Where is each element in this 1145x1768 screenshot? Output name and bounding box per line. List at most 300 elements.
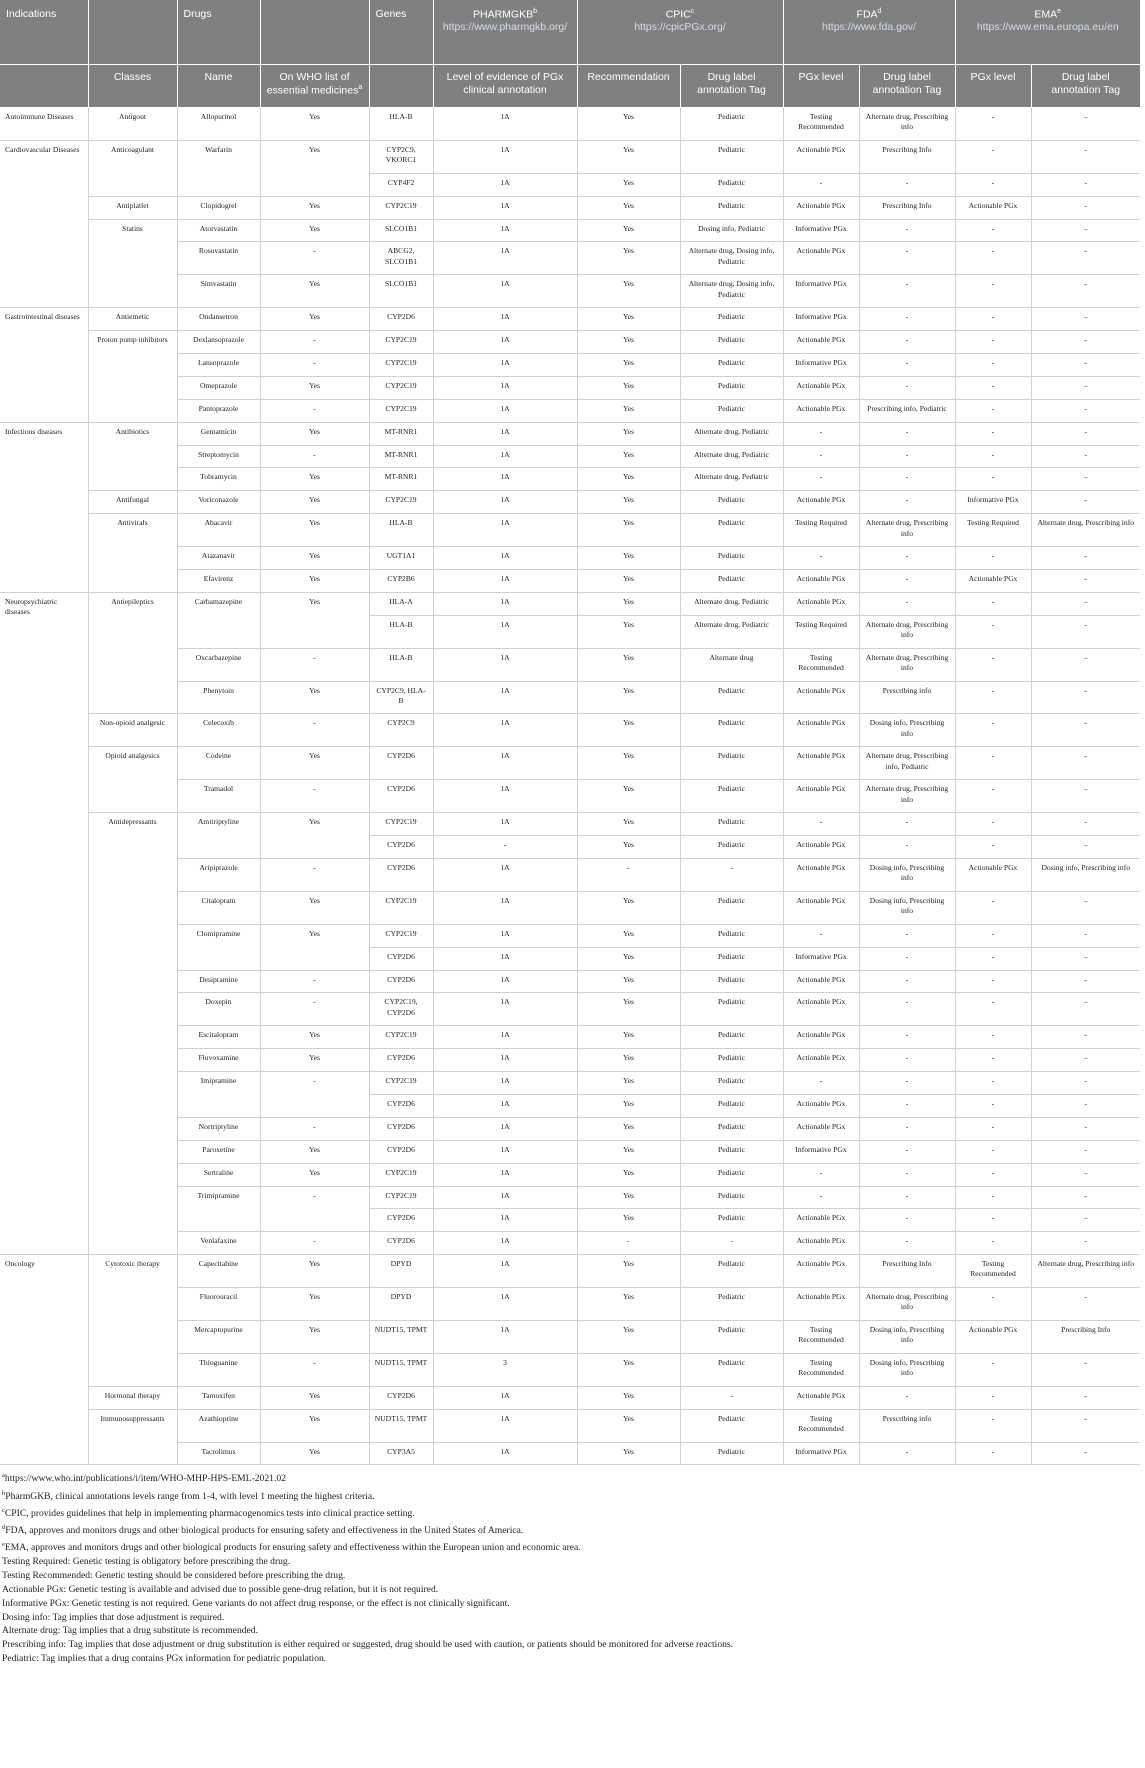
ema-level-cell: - <box>955 1442 1031 1465</box>
gene-cell: CYP2B6 <box>369 570 433 593</box>
cpic-tag-cell: Pediatric <box>680 173 783 196</box>
footnotes <box>0 1465 1145 1666</box>
ema-level-cell: - <box>955 1094 1031 1117</box>
gene-cell: CYP2D6 <box>369 1209 433 1232</box>
indication-cell: Gastrointestinal diseases <box>0 308 88 422</box>
table-row <box>0 514 1140 547</box>
ema-tag-cell: - <box>1031 1094 1140 1117</box>
ema-tag-cell: - <box>1031 681 1140 714</box>
recommendation-cell: - <box>577 858 680 891</box>
footnote-line <box>2 1583 1145 1597</box>
recommendation-cell: Yes <box>577 1049 680 1072</box>
recommendation-cell: Yes <box>577 747 680 780</box>
drug-name-cell: Oxcarbazepine <box>177 648 260 681</box>
ema-level-cell: - <box>955 547 1031 570</box>
ema-level-cell: - <box>955 140 1031 173</box>
fda-tag-cell: - <box>859 275 955 308</box>
recommendation-cell: Yes <box>577 1140 680 1163</box>
cpic-tag-cell: Pediatric <box>680 1186 783 1209</box>
indication-cell: Infectious diseases <box>0 422 88 592</box>
cpic-tag-cell: Pediatric <box>680 1320 783 1353</box>
gene-cell: CYP2D6 <box>369 780 433 813</box>
class-cell: Antibiotics <box>88 422 177 491</box>
header-fda <box>783 0 955 65</box>
footnote-line <box>2 1597 1145 1611</box>
who-cell: - <box>260 993 369 1026</box>
ema-level-cell: - <box>955 1163 1031 1186</box>
fda-level-cell: - <box>783 422 859 445</box>
drug-name-cell: Dexlansoprazole <box>177 331 260 354</box>
who-cell: - <box>260 1186 369 1232</box>
level-cell: 1A <box>433 1232 577 1255</box>
cpic-tag-cell: Pediatric <box>680 399 783 422</box>
ema-tag-cell: - <box>1031 747 1140 780</box>
cpic-link[interactable]: https://cpicPGx.org/ <box>634 21 726 34</box>
gene-cell: DPYD <box>369 1255 433 1288</box>
who-cell: - <box>260 242 369 275</box>
level-cell: 1A <box>433 173 577 196</box>
ema-tag-cell: - <box>1031 331 1140 354</box>
who-cell: Yes <box>260 275 369 308</box>
ema-level-cell: - <box>955 275 1031 308</box>
fda-tag-cell: Prescribing Info <box>859 1255 955 1288</box>
fda-level-cell: Actionable PGx <box>783 1232 859 1255</box>
ema-tag-cell: - <box>1031 970 1140 993</box>
drug-name-cell: Allopurinol <box>177 108 260 141</box>
level-cell: 1A <box>433 1320 577 1353</box>
ema-level-cell: Actionable PGx <box>955 858 1031 891</box>
recommendation-cell: Yes <box>577 924 680 947</box>
class-cell: Antidepressants <box>88 813 177 1255</box>
ema-level-cell: Testing Required <box>955 514 1031 547</box>
header-drugs: Drugs <box>177 0 260 65</box>
fda-tag-cell: Prescribing info <box>859 1409 955 1442</box>
fda-level-cell: Actionable PGx <box>783 140 859 173</box>
cpic-tag-cell: Pediatric <box>680 1163 783 1186</box>
drug-name-cell: Rosuvastatin <box>177 242 260 275</box>
recommendation-cell: Yes <box>577 993 680 1026</box>
recommendation-cell: Yes <box>577 714 680 747</box>
ema-level-cell: - <box>955 399 1031 422</box>
drug-name-cell: Fluvoxamine <box>177 1049 260 1072</box>
recommendation-cell: Yes <box>577 648 680 681</box>
fda-level-cell: - <box>783 445 859 468</box>
cpic-tag-cell: Pediatric <box>680 140 783 173</box>
ema-tag-cell: - <box>1031 1140 1140 1163</box>
gene-cell: CYP2C19 <box>369 376 433 399</box>
recommendation-cell: Yes <box>577 947 680 970</box>
ema-tag-cell: - <box>1031 1232 1140 1255</box>
footnote-text: Testing Recommended: Genetic testing should be considered before prescribing the drug. <box>2 1569 346 1581</box>
fda-tag-cell: Dosing info, Prescribing info <box>859 1353 955 1386</box>
fda-level-cell: Actionable PGx <box>783 1386 859 1409</box>
pharmgkb-link[interactable]: https://www.pharmgkb.org/ <box>442 21 568 34</box>
footnote-text[interactable]: https://www.who.int/publications/i/item/WHO-MHP-HPS-EML-2021.02 <box>4 1473 286 1485</box>
fda-tag-cell: - <box>859 1186 955 1209</box>
ema-level-cell: - <box>955 648 1031 681</box>
footnote-text: Alternate drug: Tag implies that a drug substitute is recommended. <box>2 1625 258 1637</box>
fda-tag-cell: - <box>859 468 955 491</box>
drug-name-cell: Warfarin <box>177 140 260 196</box>
fda-label: FDA <box>856 8 878 21</box>
ema-level-cell: - <box>955 592 1031 615</box>
fda-tag-cell: - <box>859 947 955 970</box>
drug-name-cell: Gentamicin <box>177 422 260 445</box>
cpic-tag-cell: Pediatric <box>680 308 783 331</box>
cpic-tag-cell: Pediatric <box>680 1288 783 1321</box>
fda-tag-cell: - <box>859 592 955 615</box>
fda-level-cell: Actionable PGx <box>783 747 859 780</box>
cpic-tag-cell: Pediatric <box>680 891 783 924</box>
cpic-tag-cell: Alternate drug, Pediatric <box>680 445 783 468</box>
level-cell: 1A <box>433 947 577 970</box>
level-cell: 1A <box>433 592 577 615</box>
footnote-text: Actionable PGx: Genetic testing is available and advised due to possible gene-drug relation, but it is not required. <box>2 1583 439 1595</box>
level-cell: 1A <box>433 1386 577 1409</box>
ema-level-cell: - <box>955 993 1031 1026</box>
fda-level-cell: Actionable PGx <box>783 780 859 813</box>
header-indications: Indications <box>0 0 88 65</box>
recommendation-cell: Yes <box>577 422 680 445</box>
table-body <box>0 108 1140 1465</box>
gene-cell: HLA-B <box>369 648 433 681</box>
level-cell: 1A <box>433 514 577 547</box>
ema-level-cell: - <box>955 1409 1031 1442</box>
fda-level-cell: Testing Required <box>783 514 859 547</box>
gene-cell: SLCO1B1 <box>369 219 433 242</box>
who-cell: - <box>260 648 369 681</box>
fda-tag-cell: - <box>859 491 955 514</box>
drug-name-cell: Pantoprazole <box>177 399 260 422</box>
cpic-tag-cell: Alternate drug <box>680 648 783 681</box>
ema-tag-cell: - <box>1031 1049 1140 1072</box>
ema-level-cell: - <box>955 1232 1031 1255</box>
fda-tag-cell: - <box>859 354 955 377</box>
who-cell: - <box>260 445 369 468</box>
fda-level-cell: Testing Recommended <box>783 648 859 681</box>
footnote-text: Informative PGx: Genetic testing is not required. Gene variants do not affect drug response, or the effect is not clinically significant. <box>2 1597 510 1609</box>
ema-tag-cell: Alternate drug, Prescribing info <box>1031 1255 1140 1288</box>
header-blank-3 <box>0 65 88 108</box>
header-blank-4 <box>369 65 433 108</box>
table-row <box>0 219 1140 242</box>
cpic-tag-cell: Pediatric <box>680 1117 783 1140</box>
level-cell: 1A <box>433 308 577 331</box>
header-recommendation: Recommendation <box>577 65 680 108</box>
class-cell: Antifungal <box>88 491 177 514</box>
level-cell: 1A <box>433 445 577 468</box>
recommendation-cell: Yes <box>577 1353 680 1386</box>
cpic-tag-cell: Pediatric <box>680 1049 783 1072</box>
drug-name-cell: Codeine <box>177 747 260 780</box>
who-cell: Yes <box>260 468 369 491</box>
fda-tag-cell: - <box>859 836 955 859</box>
gene-cell: CYP2C19 <box>369 1186 433 1209</box>
level-cell: 1A <box>433 970 577 993</box>
fda-tag-cell: - <box>859 1140 955 1163</box>
level-cell: 1A <box>433 376 577 399</box>
recommendation-cell: Yes <box>577 445 680 468</box>
fda-tag-cell: Alternate drug, Prescribing info <box>859 108 955 141</box>
drug-name-cell: Thioguanine <box>177 1353 260 1386</box>
drug-name-cell: Sertraline <box>177 1163 260 1186</box>
fda-tag-cell: Dosing info, Prescribing info <box>859 891 955 924</box>
footnote-line <box>2 1611 1145 1625</box>
gene-cell: CYP2D6 <box>369 308 433 331</box>
ema-tag-cell: - <box>1031 275 1140 308</box>
who-cell: Yes <box>260 108 369 141</box>
class-cell: Immunosuppressants <box>88 1409 177 1465</box>
gene-cell: CYP2D6 <box>369 1049 433 1072</box>
level-cell: 1A <box>433 1140 577 1163</box>
gene-cell: CYP2D6 <box>369 858 433 891</box>
level-cell: 1A <box>433 780 577 813</box>
recommendation-cell: Yes <box>577 592 680 615</box>
header-ema-level: PGx level <box>955 65 1031 108</box>
fda-level-cell: Actionable PGx <box>783 681 859 714</box>
who-cell: - <box>260 1072 369 1118</box>
who-cell: Yes <box>260 592 369 648</box>
table-row <box>0 1386 1140 1409</box>
table-row <box>0 1255 1140 1288</box>
cpic-tag-cell: Pediatric <box>680 331 783 354</box>
ema-tag-cell: - <box>1031 1186 1140 1209</box>
fda-tag-cell: - <box>859 1442 955 1465</box>
table-row <box>0 714 1140 747</box>
fda-level-cell: Testing Recommended <box>783 108 859 141</box>
ema-level-cell: Testing Recommended <box>955 1255 1031 1288</box>
footnote-mark: d <box>2 1523 6 1531</box>
fda-link[interactable]: https://www.fda.gov/ <box>822 21 916 34</box>
recommendation-cell: Yes <box>577 681 680 714</box>
ema-tag-cell: - <box>1031 780 1140 813</box>
gene-cell: CYP2D6 <box>369 1140 433 1163</box>
level-cell: 1A <box>433 570 577 593</box>
recommendation-cell: Yes <box>577 1320 680 1353</box>
gene-cell: HLA-A <box>369 592 433 615</box>
level-cell: 1A <box>433 615 577 648</box>
recommendation-cell: Yes <box>577 140 680 173</box>
who-footnote-mark: a <box>358 83 363 91</box>
fda-level-cell: Actionable PGx <box>783 242 859 275</box>
ema-tag-cell: - <box>1031 140 1140 173</box>
drug-name-cell: Imipramine <box>177 1072 260 1118</box>
level-cell: - <box>433 836 577 859</box>
cpic-tag-cell: Dosing info, Pediatric <box>680 219 783 242</box>
ema-level-cell: - <box>955 813 1031 836</box>
who-cell: - <box>260 858 369 891</box>
drug-name-cell: Carbamazepine <box>177 592 260 648</box>
recommendation-cell: Yes <box>577 1026 680 1049</box>
recommendation-cell: Yes <box>577 173 680 196</box>
fda-tag-cell: - <box>859 1209 955 1232</box>
drug-name-cell: Amitriptyline <box>177 813 260 859</box>
drug-name-cell: Nortriptyline <box>177 1117 260 1140</box>
gene-cell: HLA-B <box>369 615 433 648</box>
drug-name-cell: Capecitabine <box>177 1255 260 1288</box>
gene-cell: CYP2D6 <box>369 1117 433 1140</box>
fda-tag-cell: - <box>859 570 955 593</box>
ema-tag-cell: - <box>1031 108 1140 141</box>
cpic-tag-cell: Pediatric <box>680 1072 783 1095</box>
level-cell: 1A <box>433 1288 577 1321</box>
ema-level-cell: - <box>955 1386 1031 1409</box>
gene-cell: CYP2D6 <box>369 1094 433 1117</box>
footnote-line <box>2 1624 1145 1638</box>
header-name: Name <box>177 65 260 108</box>
who-cell: Yes <box>260 547 369 570</box>
level-cell: 1A <box>433 891 577 924</box>
drug-name-cell: Paroxetine <box>177 1140 260 1163</box>
recommendation-cell: Yes <box>577 1288 680 1321</box>
drug-name-cell: Phenytoin <box>177 681 260 714</box>
fda-level-cell: - <box>783 1163 859 1186</box>
who-cell: Yes <box>260 1409 369 1442</box>
who-cell: Yes <box>260 514 369 547</box>
cpic-tag-cell: Pediatric <box>680 1209 783 1232</box>
ema-tag-cell: - <box>1031 648 1140 681</box>
fda-level-cell: Actionable PGx <box>783 376 859 399</box>
ema-tag-cell: - <box>1031 242 1140 275</box>
ema-level-cell: - <box>955 1072 1031 1095</box>
footnote-mark: e <box>2 1540 5 1548</box>
gene-cell: CYP2C19 <box>369 354 433 377</box>
gene-cell: CYP2C9, VKORC1 <box>369 140 433 173</box>
ema-level-cell: - <box>955 331 1031 354</box>
who-cell: Yes <box>260 491 369 514</box>
recommendation-cell: Yes <box>577 970 680 993</box>
ema-level-cell: Actionable PGx <box>955 570 1031 593</box>
fda-tag-cell: Alternate drug, Prescribing info <box>859 1288 955 1321</box>
drug-name-cell: Atazanavir <box>177 547 260 570</box>
cpic-tag-cell: - <box>680 1386 783 1409</box>
ema-tag-cell: - <box>1031 196 1140 219</box>
fda-tag-cell: Dosing info, Prescribing info <box>859 714 955 747</box>
gene-cell: CYP2C19 <box>369 331 433 354</box>
footnote-line <box>2 1469 1145 1486</box>
header-genes: Genes <box>369 0 433 65</box>
level-cell: 1A <box>433 399 577 422</box>
class-cell: Antivirals <box>88 514 177 593</box>
gene-cell: HLA-B <box>369 108 433 141</box>
cpic-tag-cell: Pediatric <box>680 570 783 593</box>
header-ema-tag: Drug label annotation Tag <box>1031 65 1140 108</box>
ema-tag-cell: - <box>1031 376 1140 399</box>
fda-tag-cell: - <box>859 1072 955 1095</box>
ema-level-cell: - <box>955 108 1031 141</box>
ema-level-cell: Actionable PGx <box>955 1320 1031 1353</box>
cpic-tag-cell: Pediatric <box>680 547 783 570</box>
ema-level-cell: - <box>955 1026 1031 1049</box>
level-cell: 1A <box>433 648 577 681</box>
fda-level-cell: Actionable PGx <box>783 592 859 615</box>
level-cell: 1A <box>433 1409 577 1442</box>
ema-tag-cell: - <box>1031 615 1140 648</box>
fda-tag-cell: - <box>859 308 955 331</box>
gene-cell: NUDT15, TPMT <box>369 1353 433 1386</box>
footnote-line <box>2 1504 1145 1521</box>
who-cell: Yes <box>260 1255 369 1288</box>
ema-label: EMA <box>1034 8 1058 21</box>
drug-name-cell: Mercaptopurine <box>177 1320 260 1353</box>
gene-cell: DPYD <box>369 1288 433 1321</box>
fda-tag-cell: Alternate drug, Prescribing info <box>859 514 955 547</box>
cpic-label: CPIC <box>665 8 691 21</box>
fda-level-cell: Actionable PGx <box>783 196 859 219</box>
fda-tag-cell: - <box>859 1117 955 1140</box>
level-cell: 1A <box>433 1094 577 1117</box>
fda-level-cell: Actionable PGx <box>783 993 859 1026</box>
gene-cell: CYP2C9 <box>369 714 433 747</box>
table-row <box>0 422 1140 445</box>
gene-cell: CYP2C19 <box>369 399 433 422</box>
ema-link[interactable]: https://www.ema.europa.eu/en <box>976 21 1119 34</box>
fda-level-cell: - <box>783 547 859 570</box>
recommendation-cell: Yes <box>577 308 680 331</box>
fda-level-cell: Informative PGx <box>783 1140 859 1163</box>
ema-level-cell: - <box>955 970 1031 993</box>
ema-tag-cell: - <box>1031 570 1140 593</box>
who-cell: - <box>260 331 369 354</box>
class-cell: Cytotoxic therapy <box>88 1255 177 1387</box>
gene-cell: CYP2C19 <box>369 196 433 219</box>
recommendation-cell: Yes <box>577 570 680 593</box>
cpic-tag-cell: - <box>680 1232 783 1255</box>
level-cell: 1A <box>433 331 577 354</box>
header-who <box>260 65 369 108</box>
who-cell: Yes <box>260 308 369 331</box>
level-cell: 1A <box>433 924 577 947</box>
class-cell: Non-opioid analgesic <box>88 714 177 747</box>
header-blank <box>88 0 177 65</box>
class-cell: Antiepileptics <box>88 592 177 714</box>
ema-tag-cell: - <box>1031 1386 1140 1409</box>
fda-tag-cell: - <box>859 1094 955 1117</box>
table-row <box>0 331 1140 354</box>
fda-tag-cell: Prescribing Info <box>859 140 955 173</box>
cpic-tag-cell: Alternate drug, Dosing info, Pediatric <box>680 242 783 275</box>
table-row <box>0 592 1140 615</box>
who-cell: - <box>260 780 369 813</box>
ema-level-cell: - <box>955 1209 1031 1232</box>
ema-tag-cell: - <box>1031 813 1140 836</box>
fda-level-cell: Informative PGx <box>783 275 859 308</box>
recommendation-cell: Yes <box>577 399 680 422</box>
class-cell: Antiplatlet <box>88 196 177 219</box>
gene-cell: CYP2D6 <box>369 947 433 970</box>
footnote-text: Testing Required: Genetic testing is obligatory before prescribing the drug. <box>2 1555 291 1567</box>
ema-level-cell: - <box>955 836 1031 859</box>
ema-tag-cell: - <box>1031 1072 1140 1095</box>
fda-level-cell: Testing Required <box>783 615 859 648</box>
fda-level-cell: Actionable PGx <box>783 491 859 514</box>
cpic-tag-cell: Pediatric <box>680 993 783 1026</box>
who-cell: Yes <box>260 924 369 970</box>
header-ema <box>955 0 1140 65</box>
level-cell: 1A <box>433 1117 577 1140</box>
cpic-tag-cell: Alternate drug, Pediatric <box>680 615 783 648</box>
cpic-tag-cell: Pediatric <box>680 1409 783 1442</box>
recommendation-cell: Yes <box>577 1209 680 1232</box>
table-row <box>0 491 1140 514</box>
recommendation-cell: Yes <box>577 615 680 648</box>
fda-tag-cell: - <box>859 376 955 399</box>
fda-level-cell: Actionable PGx <box>783 1209 859 1232</box>
fda-level-cell: Actionable PGx <box>783 836 859 859</box>
recommendation-cell: Yes <box>577 891 680 924</box>
recommendation-cell: Yes <box>577 242 680 275</box>
level-cell: 1A <box>433 813 577 836</box>
